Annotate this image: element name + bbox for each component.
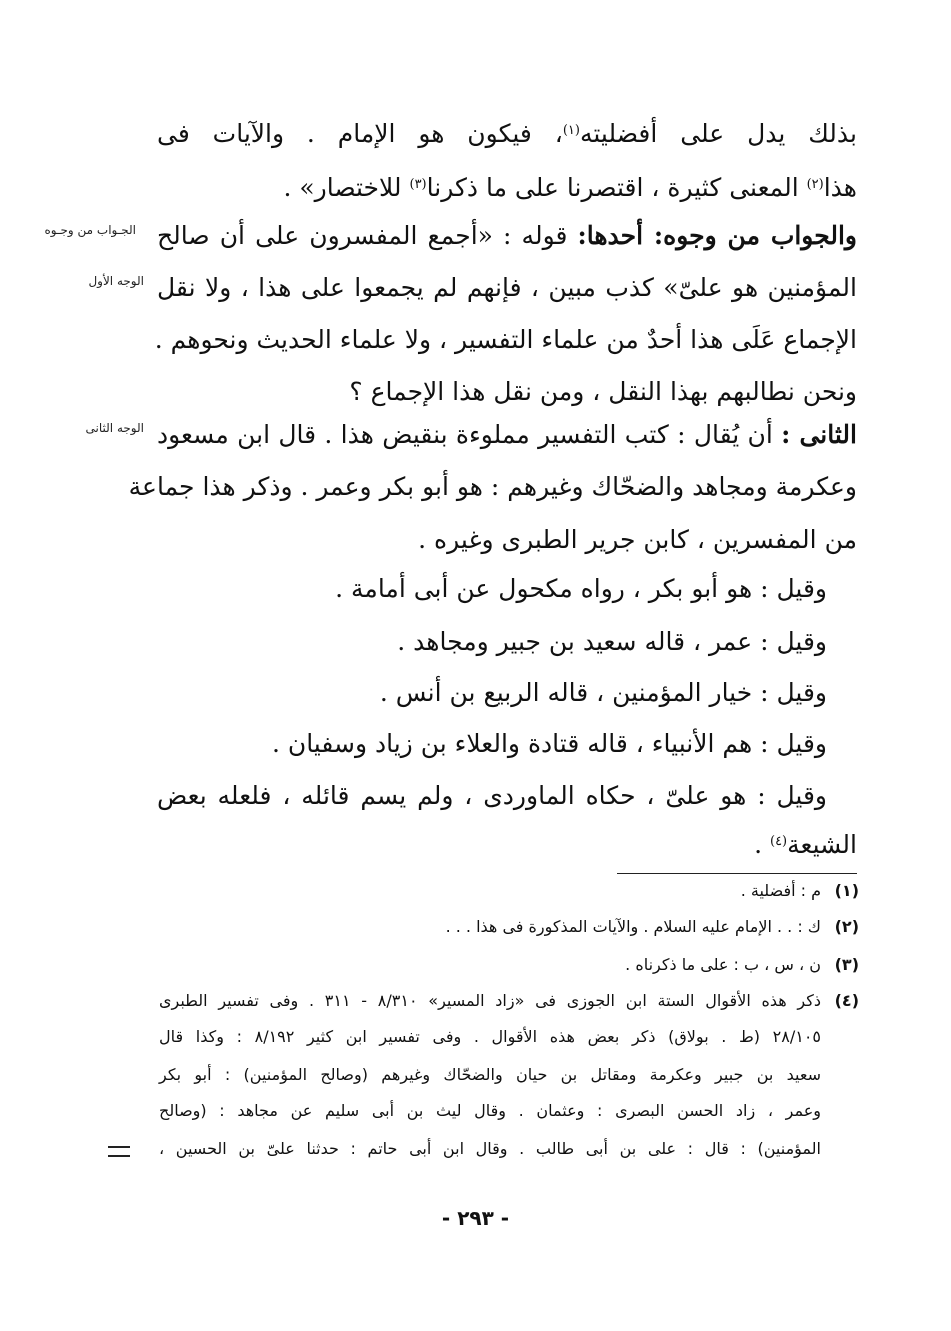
page-number: - ٢٩٣ - — [441, 1206, 510, 1230]
text-segment: ، فيكون هو الإمام . والآيات فى — [157, 119, 563, 148]
footnote-4-cont-2 — [159, 1062, 821, 1090]
footnote-4 — [159, 988, 859, 1016]
text-segment: للاختصار» . — [283, 173, 410, 202]
text-line-8 — [128, 467, 857, 511]
text-line-5 — [154, 320, 857, 364]
footnote-text: وعمر ، زاد الحسن البصرى : وعثمان . وقال ليث بن أبى سليم عن مجاهد : (وصالح — [159, 1101, 821, 1120]
text-line-12 — [127, 673, 827, 717]
margin-note-text: الوجه الأول — [88, 274, 144, 288]
text-line-10 — [127, 569, 827, 613]
margin-note-answer — [24, 222, 136, 239]
footnote-text: ن ، س ، ب : على ما ذكرناه . — [625, 955, 821, 974]
footnote-1 — [159, 878, 859, 906]
footnote-marker: (١) — [562, 123, 580, 138]
text-line-3 — [157, 216, 857, 260]
margin-note-text: الوجه الثانى — [85, 421, 144, 435]
margin-note-text: الجـواب من وجـوه — [44, 223, 136, 237]
text-segment: وقيل : هو علىّ ، حكاه الماوردى ، ولم يسم قائله ، فلعله بعض — [157, 781, 827, 810]
footnote-3 — [159, 952, 859, 980]
text-segment: وقيل : هو أبو بكر ، رواه مكحول عن أبى أمامة . — [335, 574, 827, 603]
footnote-text: ٢٨/١٠٥ (ط . بولاق) ذكر بعض هذه الأقوال . وفى تفسير ابن كثير ٨/١٩٢ : وكذا قال — [159, 1027, 822, 1046]
text-line-2 — [157, 168, 857, 212]
text-line-9 — [157, 520, 857, 564]
margin-note-second — [24, 420, 144, 437]
text-segment: وقيل : خيار المؤمنين ، قاله الربيع بن أنس . — [379, 678, 827, 707]
footnote-text: م : أفضلية . — [740, 881, 821, 900]
text-segment: بذلك يدل على أفضليته — [579, 119, 857, 148]
text-segment: وقيل : عمر ، قاله سعيد بن جبير ومجاهد . — [397, 627, 827, 656]
footnote-4-cont-4 — [159, 1136, 821, 1164]
text-line-7 — [157, 415, 857, 459]
text-line-4 — [157, 268, 857, 312]
text-segment: أن يُقال : كتب التفسير مملوءة بنقيض هذا . قال ابن مسعود — [157, 420, 782, 449]
section-heading: والجواب من وجوه: أحدها: — [577, 221, 857, 250]
text-segment: وعكرمة ومجاهد والضحّاك وغيرهم : هو أبو بكر وعمر . وذكر هذا جماعة — [128, 472, 857, 501]
text-segment: المؤمنين هو علىّ» كذب مبين ، فإنهم لم يجمعوا على هذا ، ولا نقل — [157, 273, 857, 302]
footnote-number: (٤) — [834, 991, 859, 1010]
text-segment: ونحن نطالبهم بهذا النقل ، ومن نقل هذا الإجماع ؟ — [349, 377, 857, 406]
text-line-6 — [157, 372, 857, 416]
text-segment: هذا — [823, 173, 857, 202]
text-line-1 — [157, 114, 857, 158]
section-heading: الثانى : — [781, 420, 857, 449]
text-segment: وقيل : هم الأنبياء ، قاله قتادة والعلاء بن زياد وسفيان . — [271, 729, 827, 758]
footnote-4-cont-1 — [159, 1024, 821, 1052]
margin-note-first — [24, 273, 144, 290]
footnote-2 — [159, 914, 859, 942]
text-line-11 — [127, 622, 827, 666]
footnote-text: ذكر هذه الأقوال الستة ابن الجوزى فى «زاد المسير» ٨/٣١٠ - ٣١١ . وفى تفسير الطبرى — [159, 991, 821, 1010]
text-line-15 — [157, 825, 857, 869]
continuation-mark-icon — [108, 1146, 130, 1157]
footnote-separator — [617, 873, 857, 874]
text-segment: قوله : «أجمع المفسرون على أن صالح — [157, 221, 578, 250]
footnote-number: (١) — [834, 881, 859, 900]
footnote-marker: (٤) — [769, 834, 788, 849]
footnote-text: ك : . . الإمام عليه السلام . والآيات المذكورة فى هذا . . . — [445, 917, 821, 936]
text-line-14 — [157, 776, 827, 820]
text-segment: المعنى كثيرة ، اقتصرنا على ما ذكرنا — [426, 173, 807, 202]
text-segment: الإجماع عَلَى هذا أحدٌ من علماء التفسير ، ولا علماء الحديث ونحوهم . — [154, 325, 857, 354]
footnote-number: (٢) — [834, 917, 859, 936]
footnote-text: سعيد بن جبير وعكرمة ومقاتل بن حيان والضحّاك وغيرهم (وصالح المؤمنين) : أبو بكر — [159, 1065, 821, 1084]
footnote-marker: (٢) — [806, 177, 824, 192]
footnote-number: (٣) — [834, 955, 859, 974]
text-segment: من المفسرين ، كابن جرير الطبرى وغيره . — [418, 525, 857, 554]
footnote-text: المؤمنين) : قال : على بن أبى طالب . وقال ابن أبى حاتم : حدثنا علىّ بن الحسين ، — [159, 1139, 821, 1158]
text-line-13 — [127, 724, 827, 768]
text-segment: الشيعة — [787, 830, 857, 859]
text-segment: . — [754, 830, 770, 859]
footnote-marker: (٣) — [409, 177, 427, 192]
footnote-4-cont-3 — [159, 1098, 821, 1126]
